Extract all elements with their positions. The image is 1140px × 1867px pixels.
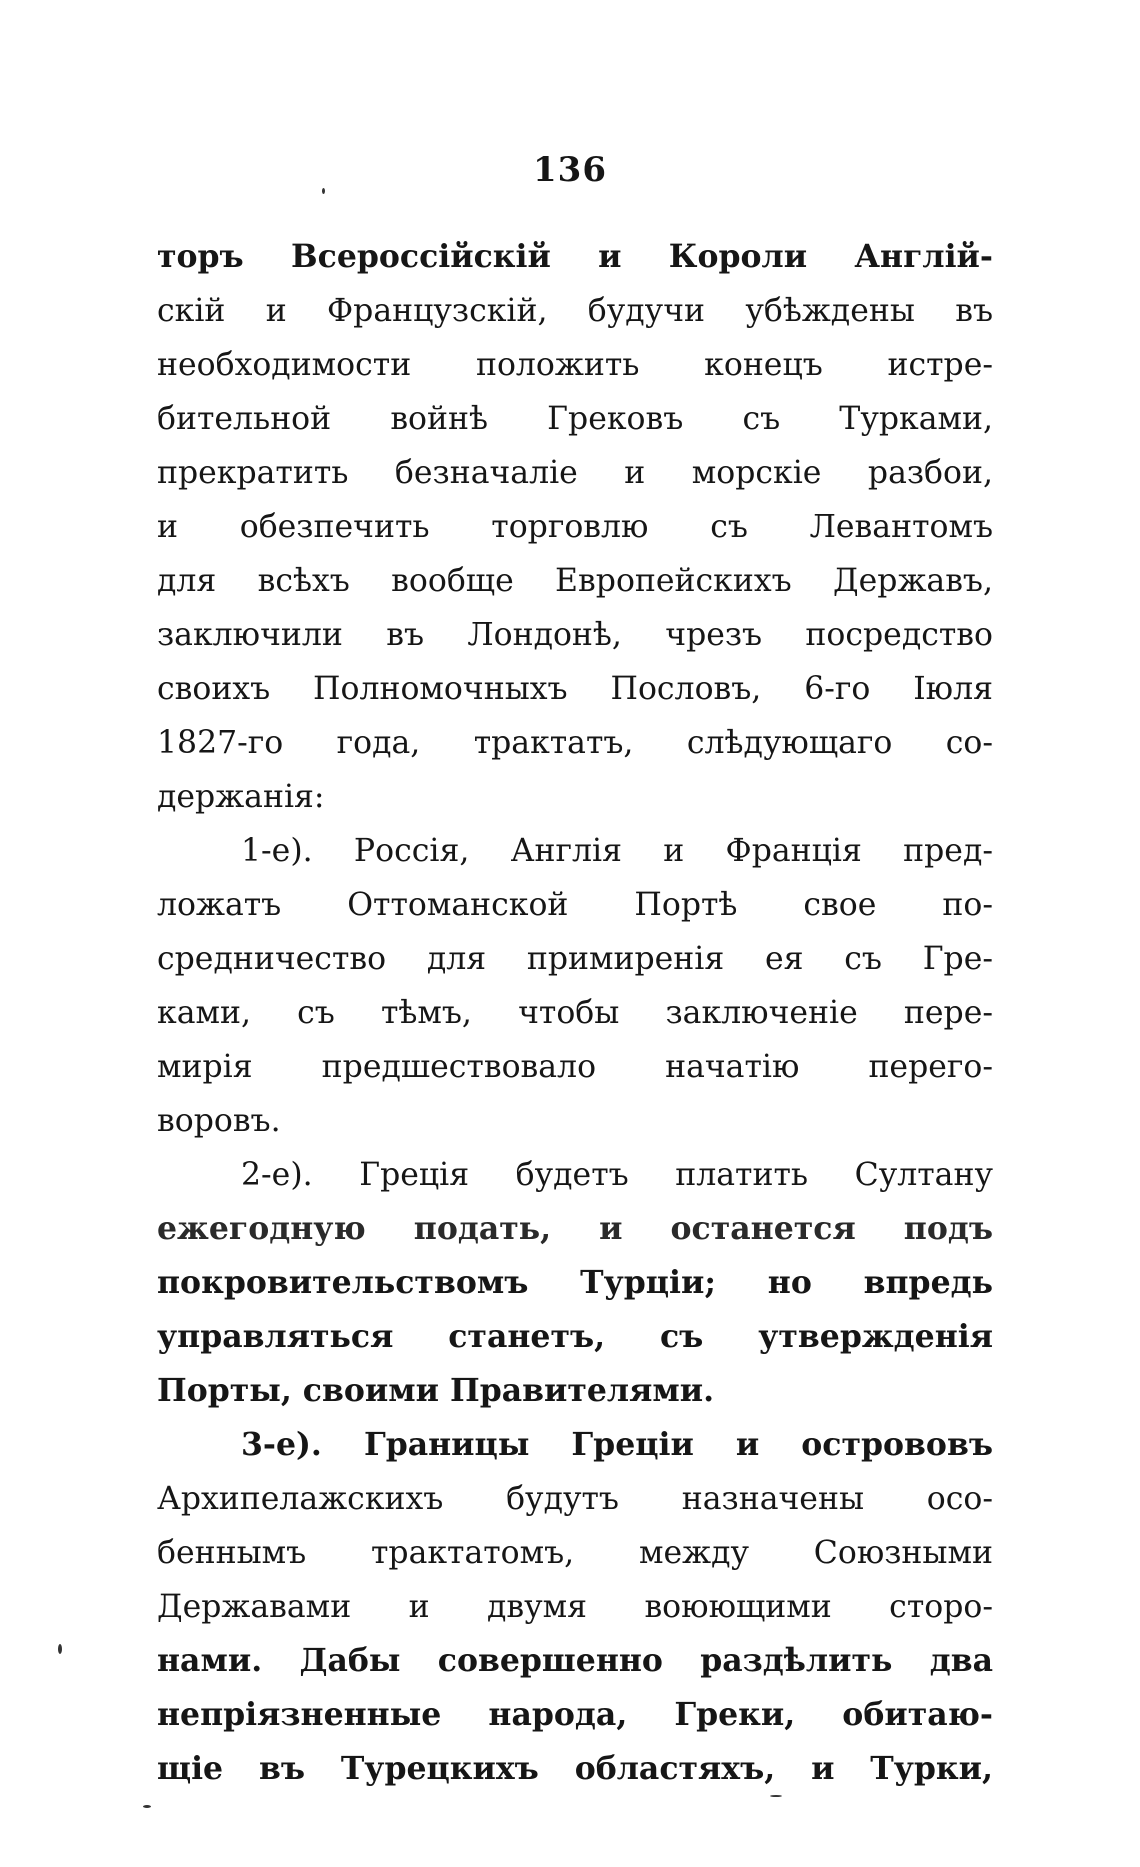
text-line: Архипелажскихъ будутъ назначены осо-	[157, 1481, 993, 1517]
text-line: скій и Французскій, будучи убѣждены въ	[157, 293, 993, 329]
ink-speck	[322, 188, 325, 194]
text-line: средничество для примиренія ея съ Гре-	[157, 941, 993, 977]
text-line: воровъ.	[157, 1103, 281, 1139]
text-line: Державами и двумя воюющими сторо-	[157, 1589, 993, 1625]
text-line: своихъ Полномочныхъ Пословъ, 6-го Іюля	[157, 671, 993, 707]
text-line: нами. Дабы совершенно раздѣлить два	[157, 1642, 993, 1679]
ink-speck	[770, 1795, 782, 1797]
text-line: 1-е). Россія, Англія и Франція пред-	[241, 833, 993, 869]
text-line: непріязненные народа, Греки, обитаю-	[157, 1696, 993, 1733]
text-line: беннымъ трактатомъ, между Союзными	[157, 1535, 993, 1571]
text-line: управляться станетъ, съ утвержденія	[157, 1318, 993, 1355]
page-number: 136	[533, 150, 607, 190]
text-line: заключили въ Лондонѣ, чрезъ посредство	[157, 617, 993, 653]
text-line: необходимости положить конецъ истре-	[157, 347, 993, 383]
text-line: 1827-го года, трактатъ, слѣдующаго со-	[157, 725, 993, 761]
text-line: мирія предшествовало начатію перего-	[157, 1049, 993, 1085]
text-line: держанія:	[157, 779, 325, 815]
text-line: для всѣхъ вообще Европейскихъ Державъ,	[157, 563, 993, 599]
text-line: ежегодную подать, и останется подъ	[157, 1210, 993, 1247]
body-text	[157, 230, 993, 1796]
ink-speck	[58, 1644, 62, 1654]
text-line: щіе въ Турецкихъ областяхъ, и Турки,	[157, 1750, 993, 1787]
text-line: торъ Всероссійскій и Короли Англій-	[157, 238, 993, 275]
text-line: ложатъ Оттоманской Портѣ свое по-	[157, 887, 993, 923]
text-line: ками, съ тѣмъ, чтобы заключеніе пере-	[157, 995, 993, 1031]
text-line: Порты, своими Правителями.	[157, 1372, 715, 1409]
text-line: покровительствомъ Турціи; но впредь	[157, 1264, 993, 1301]
text-line: 3-е). Границы Греціи и острововъ	[241, 1426, 993, 1463]
text-line: и обезпечить торговлю съ Левантомъ	[157, 509, 993, 545]
text-line: 2-е). Греція будетъ платить Султану	[241, 1157, 993, 1193]
text-line: бительной войнѣ Грековъ съ Турками,	[157, 401, 993, 437]
text-line: прекратить безначаліе и морскіе разбои,	[157, 455, 993, 491]
ink-speck	[143, 1805, 151, 1808]
